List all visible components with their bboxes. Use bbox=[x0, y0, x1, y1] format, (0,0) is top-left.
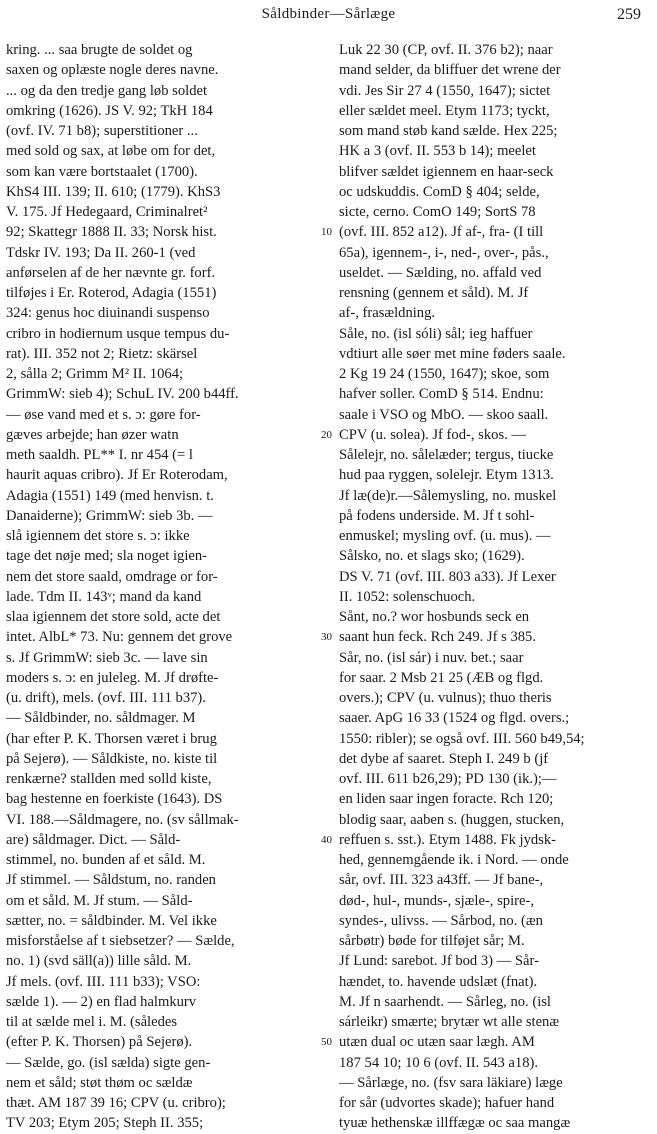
left-column-line: kring. ... saa brugte de soldet og bbox=[6, 42, 193, 58]
right-column-line: saale i VSO og MbO. — skoo saall. bbox=[339, 406, 549, 423]
right-column-line: vdi. Jes Sir 27 4 (1550, 1647); sictet bbox=[339, 82, 551, 99]
left-column-line: slaa igiennem det store sold, acte det bbox=[6, 609, 221, 625]
right-column-line: som mand støb kand sælde. Hex 225; bbox=[339, 123, 558, 139]
right-column-line: vdtiurt alle søer met mine føders saale. bbox=[339, 345, 566, 362]
left-column-line: no. 1) (svd säll(a)) lille såld. M. bbox=[6, 953, 192, 970]
left-column-line: KhS4 III. 139; II. 610; (1779). KhS3 bbox=[6, 183, 221, 200]
right-column-line: ovf. III. 611 b26,29); PD 130 (ik.);— bbox=[339, 771, 557, 787]
right-column-line: blifver sældet igiennem en haar-seck bbox=[339, 163, 554, 180]
right-column-line: Sålsko, no. et slags sko; (1629). bbox=[339, 548, 525, 565]
right-column-line: død-, hul-, munds-, sjæle-, spire-, bbox=[339, 892, 534, 909]
left-column-line: cribro in hodiernum usque tempus du- bbox=[6, 325, 230, 342]
left-column-line: bag hestenne en foerkiste (1643). DS bbox=[6, 791, 223, 808]
right-column-line: useldet. — Sælding, no. affald ved bbox=[339, 264, 542, 281]
right-column-line: Sånt, no.? wor hosbunds seck en bbox=[339, 609, 530, 625]
left-column-line: (har efter P. K. Thorsen været i brug bbox=[6, 730, 217, 747]
right-column-line: for saar. 2 Msb 21 25 (ÆB og flgd. bbox=[339, 669, 544, 686]
left-column-line: moders s. ɔ: en juleleg. M. Jf drøfte- bbox=[6, 669, 219, 686]
left-column-line: — Såldbinder, no. såldmager. M bbox=[6, 710, 196, 727]
right-column-line: saaer. ApG 16 33 (1524 og flgd. overs.; bbox=[339, 710, 570, 727]
right-column-line: reffuen s. sst.). Etym 1488. Fk jydsk- bbox=[339, 831, 557, 848]
left-column-line: anførselen af de her nævnte gr. forf. bbox=[6, 264, 216, 281]
right-column-line: sárleikr) smærte; brytær wt alle stenæ bbox=[339, 1014, 560, 1030]
right-column-line: sårbøtr) bøde for tilføjet sår; M. bbox=[339, 933, 525, 949]
left-column-line: nem et såld; støt thøm oc sældæ bbox=[6, 1074, 193, 1091]
left-column-line: GrimmW: sieb 4); SchuL IV. 200 b44ff. bbox=[6, 386, 239, 403]
left-column-line: sætter, no. = såldbinder. M. Vel ikke bbox=[6, 912, 217, 929]
left-column-line: slå igiennem det store s. ɔ: ikke bbox=[6, 528, 190, 544]
right-column-line: Såle, no. (isl sóli) sål; ieg haffuer bbox=[339, 325, 533, 342]
left-column-line: intet. AlbL* 73. Nu: gennem det grove bbox=[6, 629, 233, 646]
left-column-line: ... og da den tredje gang løb soldet bbox=[6, 82, 208, 99]
left-column-line: som kan være bortstaalet (1700). bbox=[6, 163, 198, 180]
left-column-line: stimmel, no. bunden af et såld. M. bbox=[6, 852, 206, 868]
left-column-line: lade. Tdm II. 143ᵛ; mand da kand bbox=[6, 588, 202, 605]
right-column-line: sår, ovf. III. 323 a43ff. — Jf bane-, bbox=[339, 872, 544, 889]
right-column-line: hafver soller. ComD § 514. Endnu: bbox=[339, 386, 544, 403]
left-column-line: på Sejerø). — Såldkiste, no. kiste til bbox=[6, 750, 218, 767]
right-column-line: — Sårlæge, no. (fsv sara läkiare) læge bbox=[339, 1074, 563, 1091]
right-column-line: af-, frasældning. bbox=[339, 305, 436, 322]
right-column-line: Sålelejr, no. sålelæder; tergus, tiucke bbox=[339, 447, 554, 463]
left-column-line: sælde 1). — 2) en flad halmkurv bbox=[6, 993, 197, 1010]
left-column-line: rat). III. 352 not 2; Rietz: skärsel bbox=[6, 345, 198, 362]
right-column-line: utæn dual oc utæn saar lægh. AM bbox=[339, 1034, 535, 1051]
right-column-line: 1550: ribler); se også ovf. III. 560 b49,54; bbox=[339, 730, 585, 747]
left-column-line: tilføjes i Er. Roterod, Adagia (1551) bbox=[6, 285, 217, 301]
left-column-line: 92; Skattegr 1888 II. 33; Norsk hist. bbox=[6, 224, 217, 241]
right-column-line: saant hun feck. Rch 249. Jf s 385. bbox=[339, 629, 536, 646]
margin-line-number: 20 bbox=[321, 428, 332, 441]
margin-line-number: 10 bbox=[321, 226, 332, 239]
right-column-line: Jf læ(de)r.—Sålemysling, no. muskel bbox=[339, 487, 557, 504]
left-column-line: 2, sålla 2; Grimm M² II. 1064; bbox=[6, 366, 184, 382]
right-column-line: 187 54 10; 10 6 (ovf. II. 543 a18). bbox=[339, 1054, 539, 1071]
margin-line-number: 50 bbox=[321, 1036, 332, 1049]
right-column-line: Jf Lund: sarebot. Jf bod 3) — Sår- bbox=[339, 953, 539, 970]
right-column-line: 2 Kg 19 24 (1550, 1647); skoe, som bbox=[339, 366, 550, 382]
left-column-line: omkring (1626). JS V. 92; TkH 184 bbox=[6, 102, 213, 119]
right-column-line: hed, gennemgående ik. i Nord. — onde bbox=[339, 852, 569, 868]
right-column-line: for sår (udvortes skade); hafuer hand bbox=[339, 1095, 555, 1111]
left-column-line: VI. 188.—Såldmagere, no. (sv sållmak- bbox=[6, 811, 239, 828]
left-column-line: gæves arbejde; han øzer watn bbox=[6, 426, 179, 443]
left-column-line: til at sælde mel i. M. (således bbox=[6, 1014, 178, 1030]
margin-line-number: 30 bbox=[321, 631, 332, 644]
right-column-line: en liden saar ingen foracte. Rch 120; bbox=[339, 791, 554, 808]
right-column-line: rensning (gennem et såld). M. Jf bbox=[339, 285, 529, 301]
left-column-line: — øse vand med et s. ɔ: gøre for- bbox=[6, 406, 201, 423]
left-column-line: (ovf. IV. 71 b8); superstitioner ... bbox=[6, 123, 198, 139]
right-column-line: 65a), igennem-, i-, ned-, over-, pås., bbox=[339, 244, 549, 261]
left-column-line: misforståelse af t siebsetzer? — Sælde, bbox=[6, 933, 235, 949]
right-column-line: tyuæ hethenskæ illffægæ oc saa mangæ bbox=[339, 1115, 571, 1132]
left-column bbox=[6, 40, 318, 1134]
right-column-line: mand selder, da bliffuer det wrene der bbox=[339, 62, 561, 79]
left-column-line: haurit aquas cribro). Jf Er Roterodam, bbox=[6, 467, 228, 484]
right-column bbox=[339, 40, 649, 1134]
margin-line-number: 40 bbox=[321, 833, 332, 846]
right-column-line: blodig saar, aaben s. (huggen, stucken, bbox=[339, 811, 565, 828]
right-column-line: overs.); CPV (u. vulnus); thuo theris bbox=[339, 690, 552, 706]
left-column-line: Danaiderne); GrimmW: sieb 3b. — bbox=[6, 507, 213, 524]
left-column-line: med sold og sax, at løbe om for det, bbox=[6, 143, 216, 160]
left-column-line: meth saaldh. PL** I. nr 454 (= l bbox=[6, 447, 193, 463]
right-column-line: M. Jf n saarhendt. — Sårleg, no. (isl bbox=[339, 993, 551, 1010]
left-column-line: Adagia (1551) 149 (med henvisn. t. bbox=[6, 487, 214, 504]
page-header bbox=[0, 6, 657, 28]
right-column-line: II. 1052: solenschuoch. bbox=[339, 588, 476, 605]
right-column-line: sicte, cerno. ComO 149; SortS 78 bbox=[339, 204, 536, 220]
right-column-line: HK a 3 (ovf. II. 553 b 14); meelet bbox=[339, 143, 536, 160]
left-column-line: V. 175. Jf Hedegaard, Criminalret² bbox=[6, 204, 208, 220]
left-column-line: om et såld. M. Jf stum. — Såld- bbox=[6, 892, 193, 909]
right-column-line: DS V. 71 (ovf. III. 803 a33). Jf Lexer bbox=[339, 568, 556, 585]
left-column-line: renkærne? stallden med solld kiste, bbox=[6, 771, 212, 787]
left-column-line: (u. drift), mels. (ovf. III. 111 b37). bbox=[6, 690, 206, 706]
left-column-line: TV 203; Etym 205; Steph II. 355; bbox=[6, 1115, 204, 1132]
left-column-line: (efter P. K. Thorsen) på Sejerø). bbox=[6, 1034, 193, 1051]
left-column-line: Tdskr IV. 193; Da II. 260-1 (ved bbox=[6, 244, 196, 261]
running-head: Såldbinder—Sårlæge bbox=[261, 6, 396, 22]
right-column-line: Luk 22 30 (CP, ovf. II. 376 b2); naar bbox=[339, 42, 553, 58]
left-column-line: saxen og oplæste nogle deres navne. bbox=[6, 62, 219, 79]
left-column-line: — Sælde, go. (isl sælda) sigte gen- bbox=[6, 1054, 211, 1071]
right-column-line: Sår, no. (isl sár) i nuv. bet.; saar bbox=[339, 649, 524, 666]
right-column-line: enmuskel; mysling ovf. (u. mus). — bbox=[339, 528, 551, 544]
right-column-line: hud paa ryggen, solelejr. Etym 1313. bbox=[339, 467, 554, 484]
left-column-line: tage det nøje med; sla noget igien- bbox=[6, 548, 208, 565]
right-column-line: hændet, to. havende udslæt (fnat). bbox=[339, 973, 538, 990]
left-column-line: thæt. AM 187 39 16; CPV (u. cribro); bbox=[6, 1095, 226, 1111]
left-column-line: Jf stimmel. — Såldstum, no. randen bbox=[6, 872, 216, 889]
left-column-line: s. Jf GrimmW: sieb 3c. — lave sin bbox=[6, 649, 208, 666]
page-number: 259 bbox=[617, 6, 641, 23]
right-column-line: (ovf. III. 852 a12). Jf af-, fra- (I till bbox=[339, 224, 544, 241]
right-column-line: syndes-, ulivss. — Sårbod, no. (æn bbox=[339, 912, 543, 929]
left-column-line: Jf mels. (ovf. III. 111 b33); VSO: bbox=[6, 973, 201, 990]
right-column-line: eller sældet meel. Etym 1173; tyckt, bbox=[339, 102, 550, 119]
line-number-gutter bbox=[321, 40, 337, 1049]
right-column-line: CPV (u. solea). Jf fod-, skos. — bbox=[339, 426, 527, 443]
right-column-line: oc udskuddis. ComD § 404; selde, bbox=[339, 183, 540, 200]
left-column-line: nem det store saald, omdrage or for- bbox=[6, 568, 218, 585]
right-column-line: det dybe af saaret. Steph I. 249 b (jf bbox=[339, 750, 549, 767]
right-column-line: på fodens underside. M. Jf t sohl- bbox=[339, 507, 535, 524]
left-column-line: are) såldmager. Dict. — Såld- bbox=[6, 831, 181, 848]
left-column-line: 324: genus hoc diuinandi suspenso bbox=[6, 305, 210, 322]
